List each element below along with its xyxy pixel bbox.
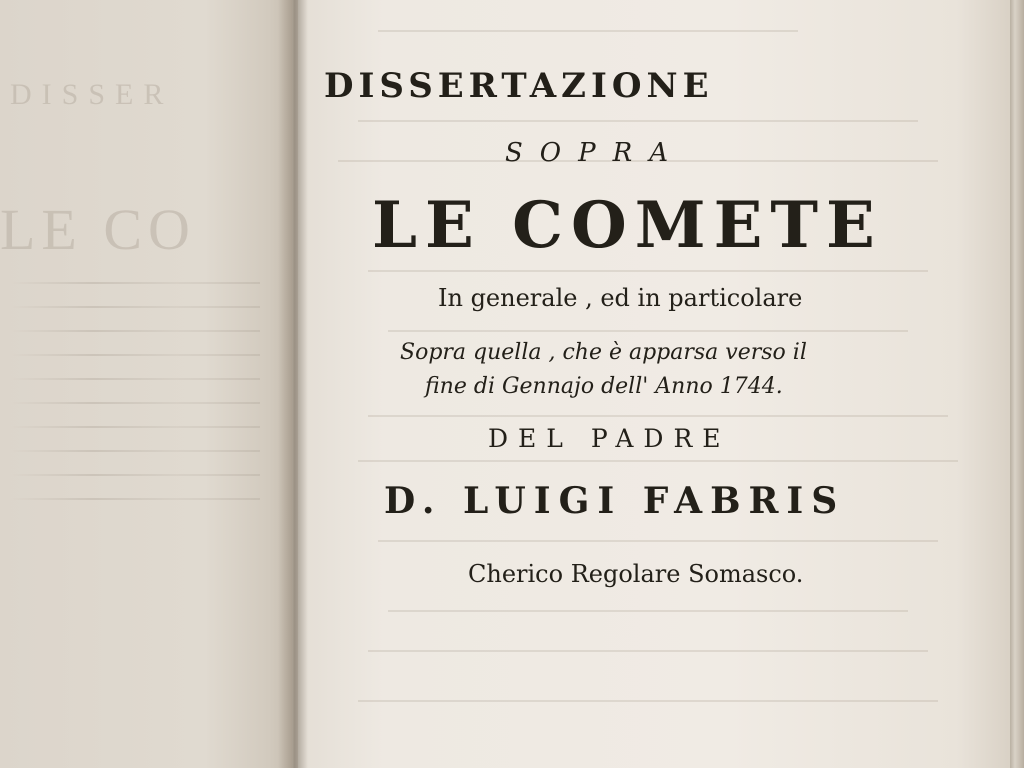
title-sopra: SOPRA <box>505 138 685 168</box>
book-spine <box>278 0 308 768</box>
main-title: LE COMETE <box>372 188 883 263</box>
left-page-ghost-heading: LE CO <box>0 197 196 262</box>
author-name: D. LUIGI FABRIS <box>384 480 846 522</box>
author-order: Cherico Regolare Somasco. <box>468 560 804 588</box>
subtitle: In generale , ed in particolare <box>438 284 803 312</box>
left-page-ghost-title: DISSER <box>10 78 174 111</box>
page-edge <box>1010 0 1024 768</box>
title-dissertazione: DISSERTAZIONE <box>324 66 714 106</box>
left-page-ghost-text-lines <box>10 260 260 522</box>
left-page <box>0 0 292 768</box>
author-intro: DEL PADRE <box>488 424 731 453</box>
italic-description-line-2: fine di Gennajo dell' Anno 1744. <box>425 374 783 399</box>
italic-description-line-1: Sopra quella , che è apparsa verso il <box>400 340 807 365</box>
